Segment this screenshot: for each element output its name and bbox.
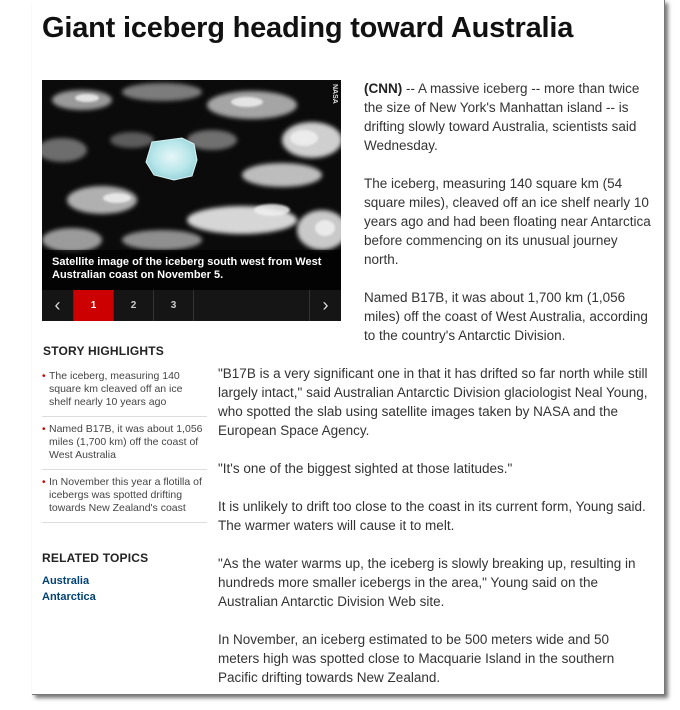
article-paragraph-7: "As the water warms up, the iceberg is slowly breaking up, resulting in hundreds more smaller icebergs in the area," Young said on the Australian Antarctic Division Web site. (218, 556, 636, 609)
list-item (42, 417, 207, 470)
highlight-text: The iceberg, measuring 140 square km cleaved off an ice shelf nearly 10 years ago (49, 370, 183, 408)
gallery-pager (42, 290, 341, 321)
gallery-page-3[interactable]: 3 (154, 290, 194, 321)
chevron-right-icon[interactable]: › (309, 290, 341, 321)
article-paragraph-8: In November, an iceberg estimated to be 500 meters wide and 50 meters high was spotted close to Macquarie Island in the southern Pacific drifting towards New Zealand. (218, 632, 615, 685)
article-paragraph-4: "B17B is a very significant one in that it has drifted so far north while still largely intact," said Australian Antarctic Division glaciologist Neal Young, who spotted the slab using satellite images taken by NASA and the European Space Agency. (218, 366, 648, 438)
image-credit: NASA (331, 84, 338, 104)
bullet-icon: • (42, 424, 46, 435)
story-highlights-title: STORY HIGHLIGHTS (43, 344, 164, 358)
topic-link-antarctica[interactable]: Antarctica (42, 591, 96, 603)
highlight-text: Named B17B, it was about 1,056 miles (1,700 km) off the coast of West Australia (49, 423, 203, 461)
article-paragraph-5: "It's one of the biggest sighted at those latitudes." (218, 461, 513, 476)
image-caption: Satellite image of the iceberg south west from West Australian coast on November 5. (42, 250, 341, 290)
bullet-icon: • (42, 477, 46, 488)
article-paragraph-3: Named B17B, it was about 1,700 km (1,056 miles) off the coast of West Australia, according to the country's Antarctic Division. (364, 290, 648, 343)
page-title: Giant iceberg heading toward Australia (42, 12, 574, 44)
article-paragraph-1 (364, 79, 654, 155)
image-gallery (42, 80, 341, 321)
article-paragraph-6: It is unlikely to drift too close to the coast in its current form, Young said. The warmer waters will cause it to melt. (218, 499, 646, 533)
bullet-icon: • (42, 371, 46, 382)
story-highlights-list (42, 364, 207, 523)
list-item (42, 470, 207, 523)
chevron-left-icon[interactable]: ‹ (42, 290, 74, 321)
paragraph-text: -- A massive iceberg -- more than twice the size of New York's Manhattan island -- is drifting slowly toward Australia, scientists said Wednesday. (364, 81, 640, 153)
highlight-text: In November this year a flotilla of icebergs was spotted drifting towards New Zealand's coast (49, 476, 202, 514)
article-source: (CNN) (364, 81, 403, 96)
topic-link-australia[interactable]: Australia (42, 575, 90, 587)
gallery-page-1[interactable]: 1 (74, 290, 114, 321)
article-paragraph-2: The iceberg, measuring 140 square km (54 square miles), cleaved off an ice shelf nearly 10 years ago and had been floating near Antarctica before commencing on its unusual journey north. (364, 176, 651, 267)
gallery-page-2[interactable]: 2 (114, 290, 154, 321)
iceberg-shape (146, 138, 197, 180)
list-item (42, 364, 207, 417)
related-topics-title: RELATED TOPICS (42, 551, 149, 565)
